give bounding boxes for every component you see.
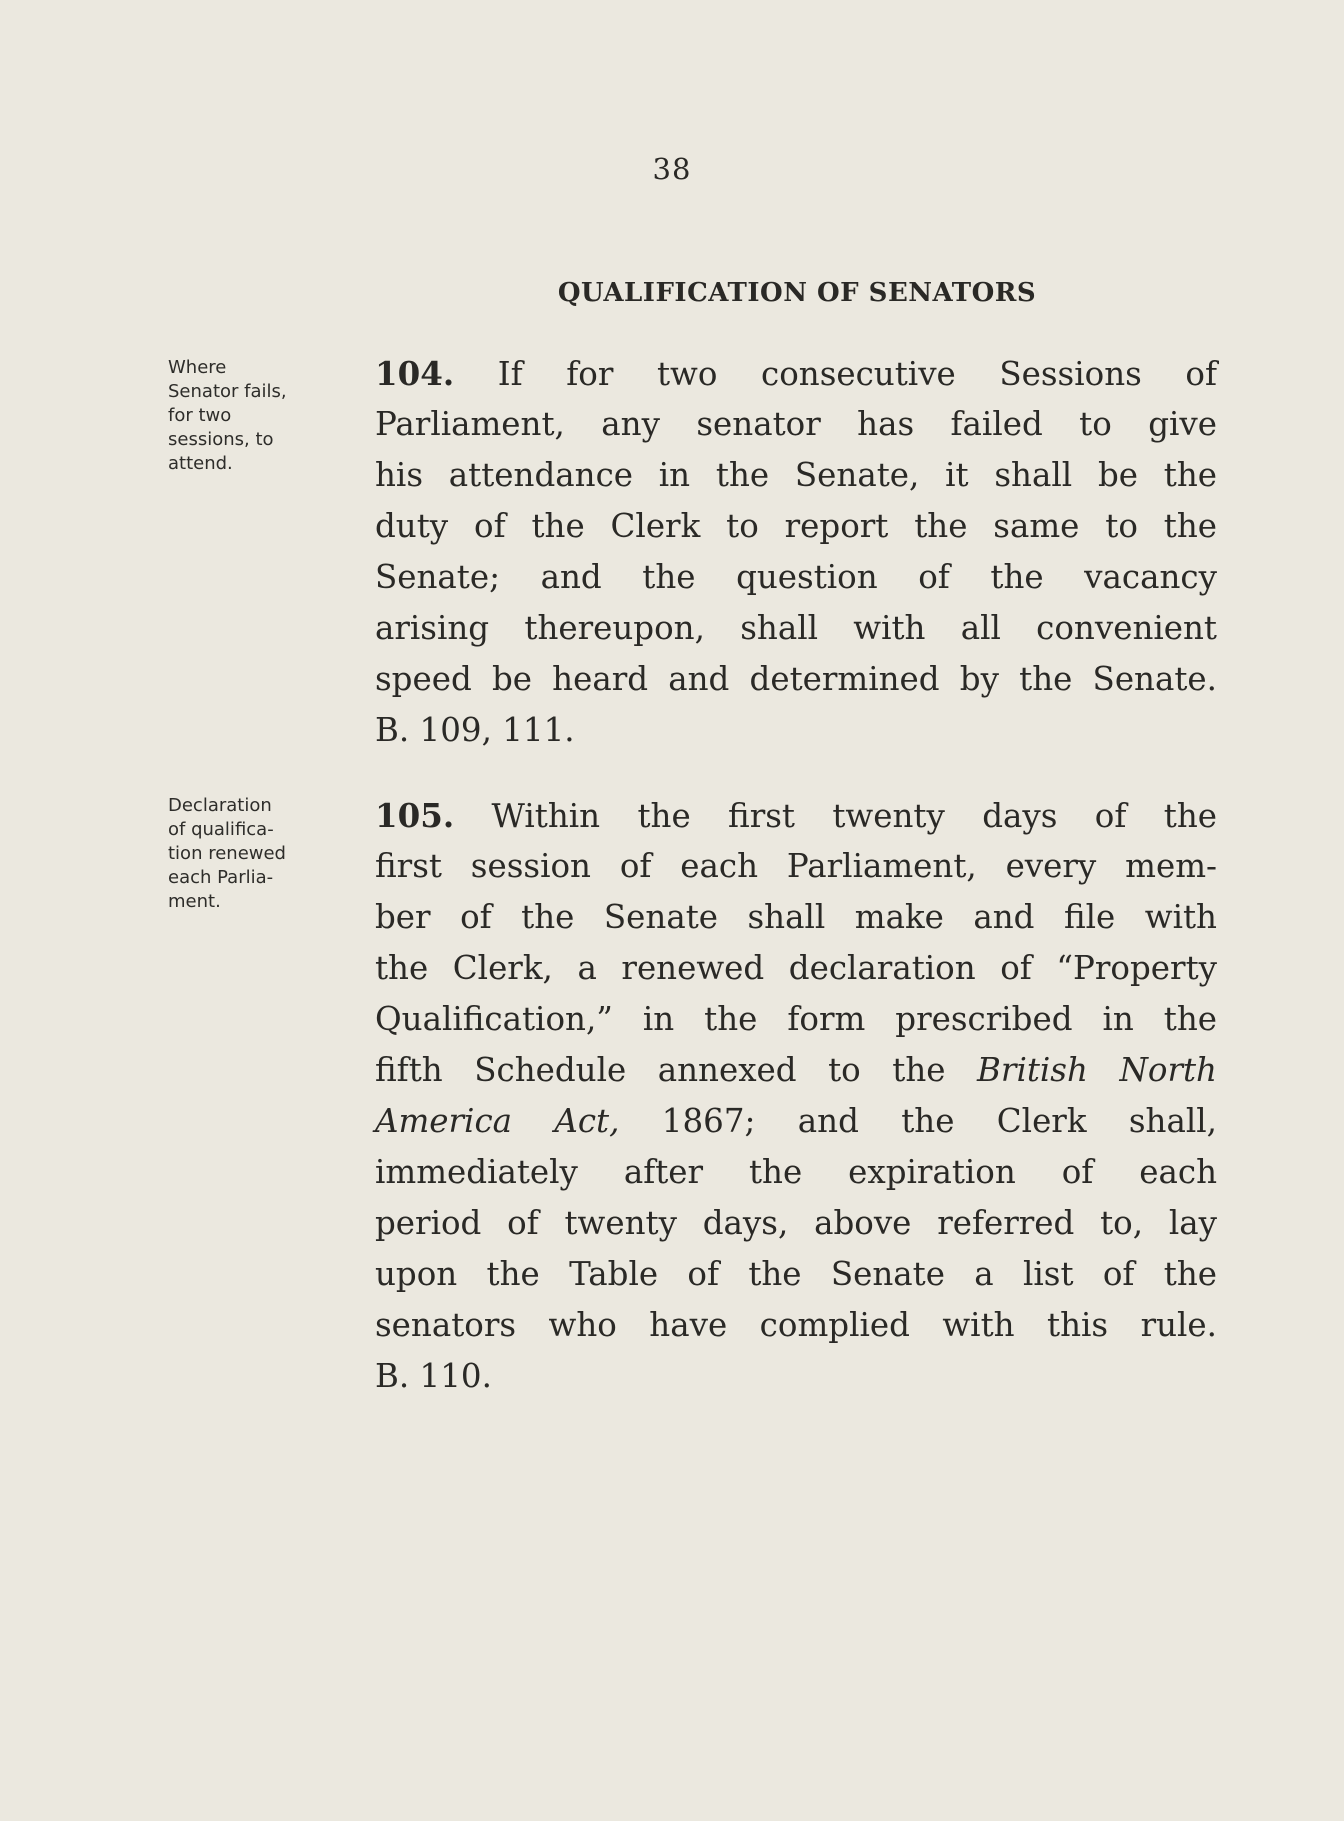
section-line: B. 110. [375,1357,492,1395]
section-line [375,348,1217,399]
section-104 [375,348,1217,756]
section-105 [375,790,1217,1402]
margin-note-line: sessions, to [168,429,274,450]
margin-note-line: Where [168,357,227,378]
section-line [375,790,1217,841]
margin-note-declaration-renewed [168,794,358,914]
section-line: arising thereupon, shall with all convenient [375,609,1217,647]
act-title-italic: America Act, [375,1102,620,1140]
section-line: Senate; and the question of the vacancy [375,558,1217,596]
margin-note-line: Declaration [168,795,272,816]
section-text: Within the first twenty days of the [491,797,1217,835]
margin-note-senator-absence [168,356,358,476]
section-line: Parliament, any senator has failed to give [375,405,1217,443]
section-text: fifth Schedule annexed to the [375,1051,946,1089]
section-line [375,1096,1217,1147]
section-heading: QUALIFICATION OF SENATORS [557,278,1037,308]
section-line: the Clerk, a renewed declaration of “Property [375,949,1217,987]
section-line: senators who have complied with this rule. [375,1306,1217,1344]
section-line: his attendance in the Senate, it shall be the [375,456,1217,494]
section-line: B. 109, 111. [375,711,575,749]
margin-note-line: tion renewed [168,843,286,864]
section-line: upon the Table of the Senate a list of the [375,1255,1217,1293]
margin-note-line: each Parlia- [168,867,274,888]
margin-note-line: for two [168,405,232,426]
section-line: Qualification,” in the form prescribed in the [375,1000,1217,1038]
section-line: duty of the Clerk to report the same to the [375,507,1217,545]
section-text: If for two consecutive Sessions of [497,355,1217,393]
margin-note-line: of qualifica- [168,819,274,840]
margin-note-line: attend. [168,453,233,474]
section-number: 105. [375,796,455,835]
section-line: first session of each Parliament, every mem- [375,847,1217,885]
section-line: speed be heard and determined by the Senate. [375,660,1217,698]
margin-note-line: Senator fails, [168,381,287,402]
section-line: immediately after the expiration of each [375,1153,1217,1191]
act-title-italic: British North [977,1051,1217,1089]
page-number: 38 [652,152,692,186]
margin-note-line: ment. [168,891,221,912]
section-line: ber of the Senate shall make and file with [375,898,1217,936]
section-text: 1867; and the Clerk shall, [661,1102,1217,1140]
section-line: period of twenty days, above referred to, lay [375,1204,1217,1242]
section-line [375,1045,1217,1096]
section-number: 104. [375,354,455,393]
